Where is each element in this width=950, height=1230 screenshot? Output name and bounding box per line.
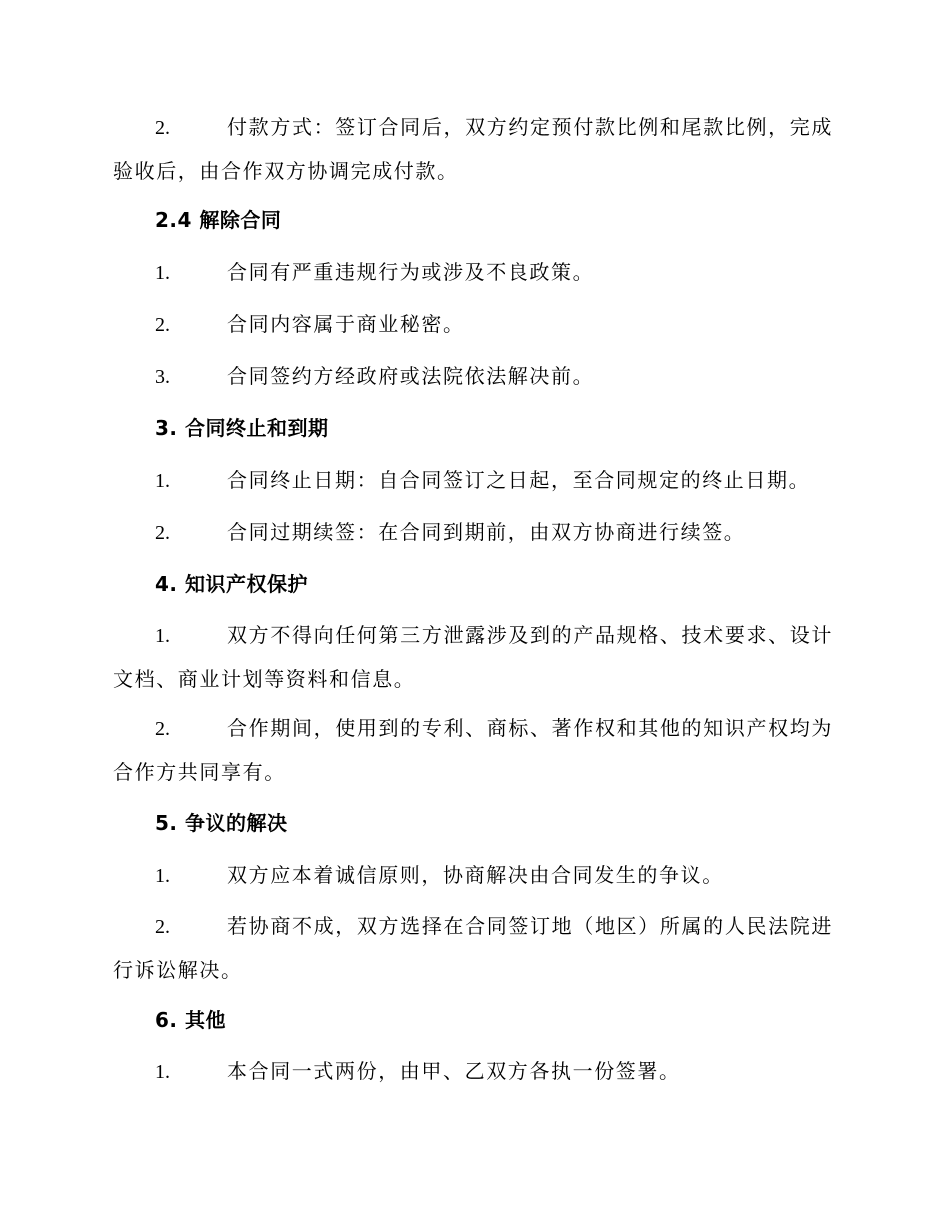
clause-expiry-1 [113,459,833,503]
section-heading-expiry: 3. 合同终止和到期 [155,416,329,440]
item-number: 2. [155,718,170,740]
clause-ip-2 [113,707,833,794]
item-number: 2. [155,916,170,938]
item-text: 双方不得向任何第三方泄露涉及到的产品规格、技术要求、设计文档、商业计划等资料和信息。 [113,623,833,691]
item-number: 1. [155,865,170,887]
item-text: 合同过期续签：在合同到期前，由双方协商进行续签。 [227,520,746,544]
item-text: 本合同一式两份，由甲、乙双方各执一份签署。 [227,1059,681,1083]
item-text: 合同内容属于商业秘密。 [227,312,465,336]
item-number: 3. [155,366,170,388]
item-text: 合同签约方经政府或法院依法解决前。 [227,364,595,388]
item-text: 合同有严重违规行为或涉及不良政策。 [227,260,595,284]
section-heading-ip: 4. 知识产权保护 [155,572,308,596]
item-text: 若协商不成，双方选择在合同签订地（地区）所属的人民法院进行诉讼解决。 [113,914,833,982]
clause-termination-2 [113,303,833,347]
item-text: 合同终止日期：自合同签订之日起，至合同规定的终止日期。 [227,468,811,492]
item-text: 双方应本着诚信原则，协商解决由合同发生的争议。 [227,863,724,887]
clause-payment-method [113,106,833,193]
clause-termination-1 [113,251,833,295]
section-heading-dispute: 5. 争议的解决 [155,811,288,835]
section-heading-termination: 2.4 解除合同 [155,208,282,232]
item-number: 1. [155,625,170,647]
clause-dispute-2 [113,905,833,992]
item-number: 1. [155,1061,170,1083]
item-number: 2. [155,314,170,336]
section-heading-other: 6. 其他 [155,1008,226,1032]
item-number: 1. [155,470,170,492]
clause-termination-3 [113,355,833,399]
item-number: 2. [155,117,170,139]
clause-other-1 [113,1050,833,1094]
item-text: 合作期间，使用到的专利、商标、著作权和其他的知识产权均为合作方共同享有。 [113,716,833,784]
clause-expiry-2 [113,511,833,555]
clause-ip-1 [113,614,833,701]
item-number: 2. [155,522,170,544]
clause-dispute-1 [113,854,833,898]
item-text: 付款方式：签订合同后，双方约定预付款比例和尾款比例，完成验收后，由合作双方协调完成付款。 [113,115,833,183]
item-number: 1. [155,262,170,284]
